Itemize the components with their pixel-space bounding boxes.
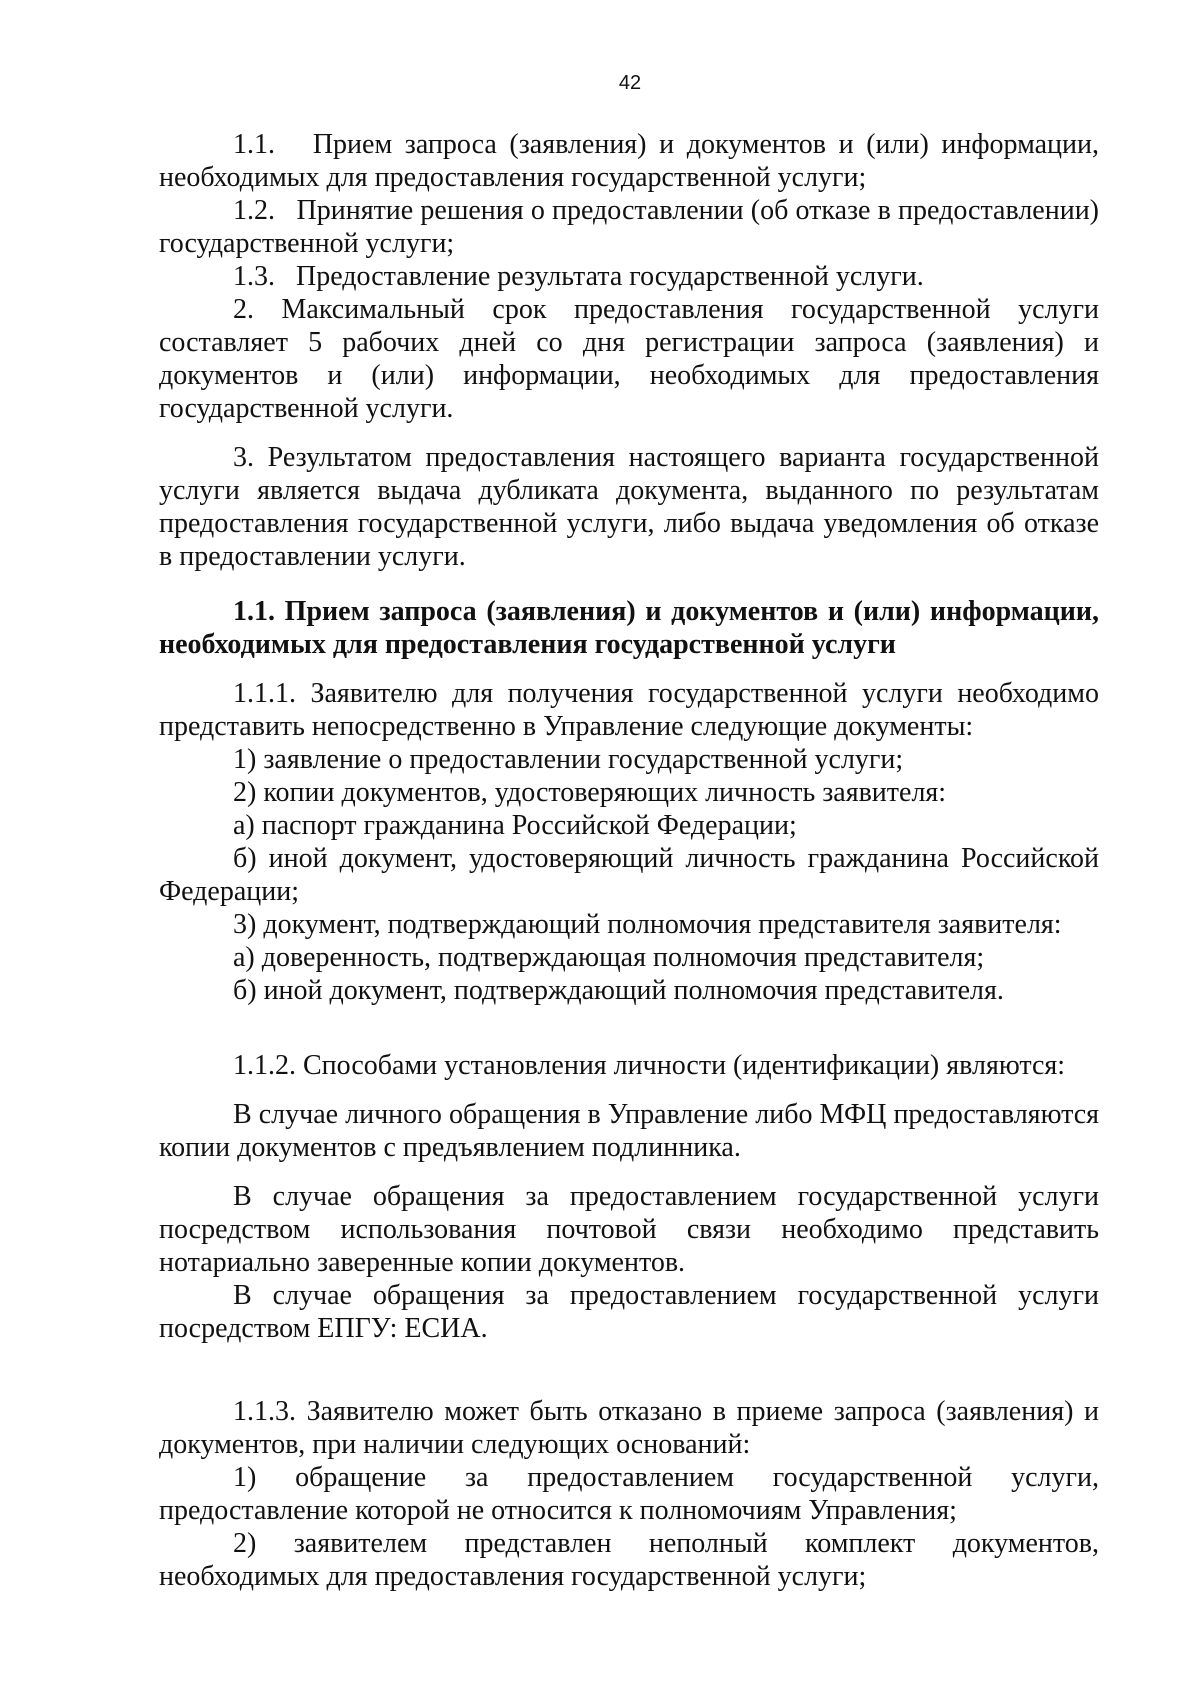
paragraph-1-1-1: 1.1.1. Заявителю для получения государственной услуги необходимо представить непосредственно в Управление следующие документы: <box>159 678 1099 742</box>
list-item-refusal-2: 2) заявителем представлен неполный комплект документов, необходимых для предоставления государственной услуги; <box>159 1528 1099 1592</box>
document-body <box>159 128 1099 1593</box>
list-item-passport: а) паспорт гражданина Российской Федерации; <box>233 810 797 841</box>
section-heading: 1.1. Прием запроса (заявления) и документов и (или) информации, необходимых для предоставления государственной услуги <box>159 596 1099 660</box>
paragraph-personal-visit: В случае личного обращения в Управление либо МФЦ предоставляются копии документов с предъявлением подлинника. <box>159 1099 1099 1163</box>
paragraph-max-term: 2. Максимальный срок предоставления государственной услуги составляет 5 рабочих дней со дня регистрации запроса (заявления) и документов и (или) информации, необходимых для предоставления государственной услуги. <box>159 294 1099 424</box>
list-item-application: 1) заявление о предоставлении государственной услуги; <box>233 744 904 775</box>
paragraph-result: 3. Результатом предоставления настоящего варианта государственной услуги является выдача дубликата документа, выданного по результатам предоставления государственной услуги, либо выдача уведомления об отказе в предоставлении услуги. <box>159 442 1099 572</box>
paragraph-1-1-3: 1.1.3. Заявителю может быть отказано в приеме запроса (заявления) и документов, при наличии следующих оснований: <box>159 1396 1099 1460</box>
paragraph-step-1-3: 1.3. Предоставление результата государственной услуги. <box>233 261 924 292</box>
list-item-identity-copies: 2) копии документов, удостоверяющих личность заявителя: <box>233 777 947 808</box>
page-number: 42 <box>618 72 642 94</box>
paragraph-step-1-2: 1.2. Принятие решения о предоставлении (об отказе в предоставлении) государственной услуги; <box>159 195 1099 259</box>
list-item-other-authority: б) иной документ, подтверждающий полномочия представителя. <box>233 975 1004 1006</box>
paragraph-1-1-2: 1.1.2. Способами установления личности (идентификации) являются: <box>233 1050 1066 1081</box>
list-item-authority-document: 3) документ, подтверждающий полномочия представителя заявителя: <box>233 909 1062 940</box>
list-item-other-identity: б) иной документ, удостоверяющий личность гражданина Российской Федерации; <box>159 843 1099 907</box>
list-item-power-of-attorney: а) доверенность, подтверждающая полномочия представителя; <box>233 942 985 973</box>
paragraph-epgu: В случае обращения за предоставлением государственной услуги посредством ЕПГУ: ЕСИА. <box>159 1280 1099 1344</box>
paragraph-postal: В случае обращения за предоставлением государственной услуги посредством использования почтовой связи необходимо представить нотариально заверенные копии документов. <box>159 1181 1099 1278</box>
paragraph-step-1-1: 1.1. Прием запроса (заявления) и документов и (или) информации, необходимых для предоставления государственной услуги; <box>159 129 1099 193</box>
list-item-refusal-1: 1) обращение за предоставлением государственной услуги, предоставление которой не относится к полномочиям Управления; <box>159 1462 1099 1526</box>
